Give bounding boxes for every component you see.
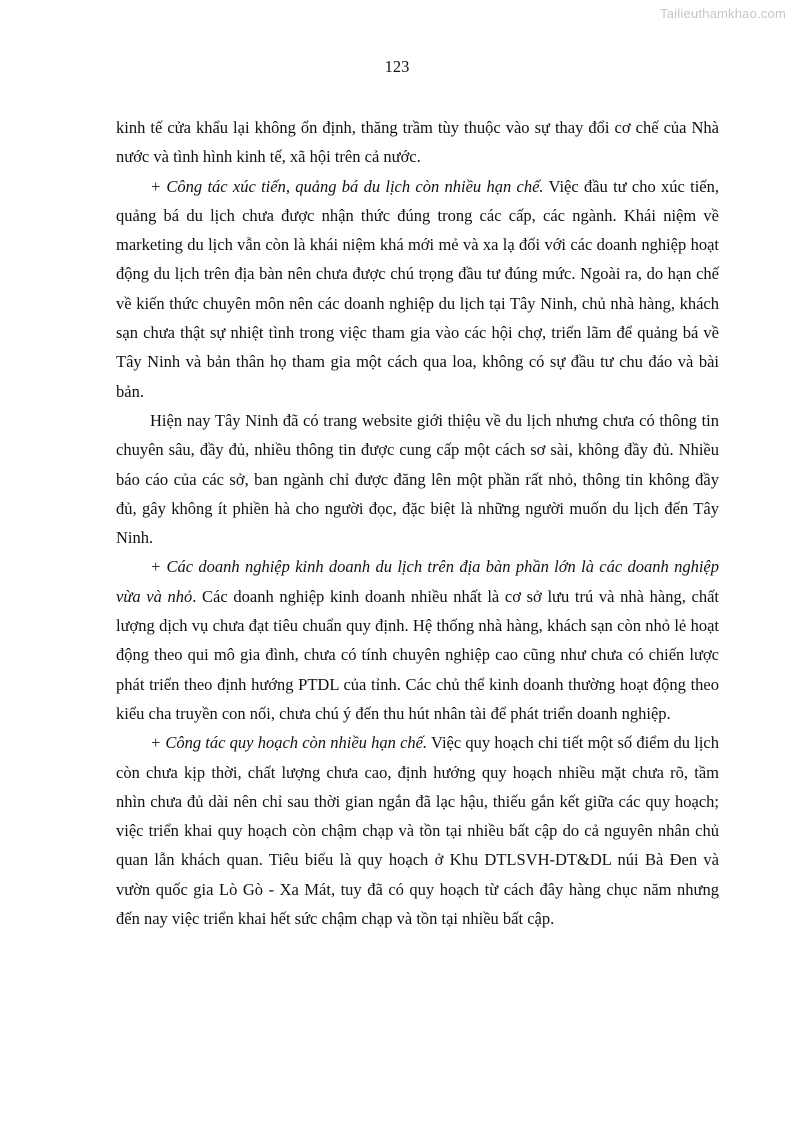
paragraph-text: Việc quy hoạch chi tiết một số điểm du lịch còn chưa kịp thời, chất lượng chưa cao, định hướng quy hoạch nhiều mặt chưa rõ, tầm nhìn chưa đủ dài nên chỉ sau thời gian ngắn đã lạc hậu, thiếu gắn kết giữa các quy hoạch; việc triển khai quy hoạch còn chậm chạp và tồn tại nhiều bất cập do cả nguyên nhân chủ quan lẫn khách quan. Tiêu biểu là quy hoạch ở Khu DTLSVH-DT&DL núi Bà Đen và vườn quốc gia Lò Gò - Xa Mát, tuy đã có quy hoạch từ cách đây hàng chục năm nhưng đến nay việc triển khai hết sức chậm chạp và tồn tại nhiều bất cập. <box>116 733 719 929</box>
paragraph-lead: + Công tác quy hoạch còn nhiều hạn chế. <box>150 733 428 753</box>
paragraph-text: Hiện nay Tây Ninh đã có trang website giới thiệu về du lịch nhưng chưa có thông tin chuyên sâu, đầy đủ, nhiều thông tin được cung cấp một cách sơ sài, không đầy đủ. Nhiều báo cáo của các sở, ban ngành chỉ được đăng lên một phần rất nhỏ, thông tin không đầy đủ, gây không ít phiền hà cho người đọc, đặc biệt là những người muốn du lịch đến Tây Ninh. <box>116 410 719 548</box>
paragraph-enterprises <box>116 552 719 728</box>
paragraph-lead: + Các doanh nghiệp kinh doanh du lịch trên địa bàn phần lớn là các doanh nghiệp vừa và nhỏ <box>116 557 719 606</box>
paragraph-website <box>116 406 719 552</box>
paragraph-text: . Các doanh nghiệp kinh doanh nhiều nhất là cơ sở lưu trú và nhà hàng, chất lượng dịch vụ chưa đạt tiêu chuẩn quy định. Hệ thống nhà hàng, khách sạn còn nhỏ lẻ hoạt động theo qui mô gia đình, chưa có tính chuyên nghiệp cao cũng như chưa có chiến lược phát triển theo định hướng PTDL của tỉnh. Các chủ thể kinh doanh thường hoạt động theo kiểu cha truyền con nối, chưa chú ý đến thu hút nhân tài để phát triển doanh nghiệp. <box>116 586 719 723</box>
watermark: Tailieuthamkhao.com <box>660 6 786 21</box>
paragraph-text: kinh tế cửa khẩu lại không ổn định, thăng trầm tùy thuộc vào sự thay đổi cơ chế của Nhà nước và tình hình kinh tế, xã hội trên cả nước. <box>116 118 719 167</box>
paragraph-text: Việc đầu tư cho xúc tiến, quảng bá du lịch chưa được nhận thức đúng trong các cấp, các ngành. Khái niệm về marketing du lịch vẫn còn là khái niệm khá mới mẻ và xa lạ đối với các doanh nghiệp hoạt động du lịch trên địa bàn nên chưa được chú trọng đầu tư đúng mức. Ngoài ra, do hạn chế về kiến thức chuyên môn nên các doanh nghiệp du lịch tại Tây Ninh, chủ nhà hàng, khách sạn chưa thật sự nhiệt tình trong việc tham gia vào các hội chợ, triển lãm để quảng bá về Tây Ninh và bản thân họ tham gia một cách qua loa, không có sự đầu tư chu đáo và bài bản. <box>116 176 719 401</box>
paragraph-promotion <box>116 172 719 406</box>
body-text <box>116 113 719 933</box>
paragraph-continuation <box>116 113 719 172</box>
paragraph-lead: + Công tác xúc tiến, quảng bá du lịch còn nhiều hạn chế. <box>150 176 544 196</box>
paragraph-planning <box>116 728 719 933</box>
page-number: 123 <box>384 57 410 76</box>
